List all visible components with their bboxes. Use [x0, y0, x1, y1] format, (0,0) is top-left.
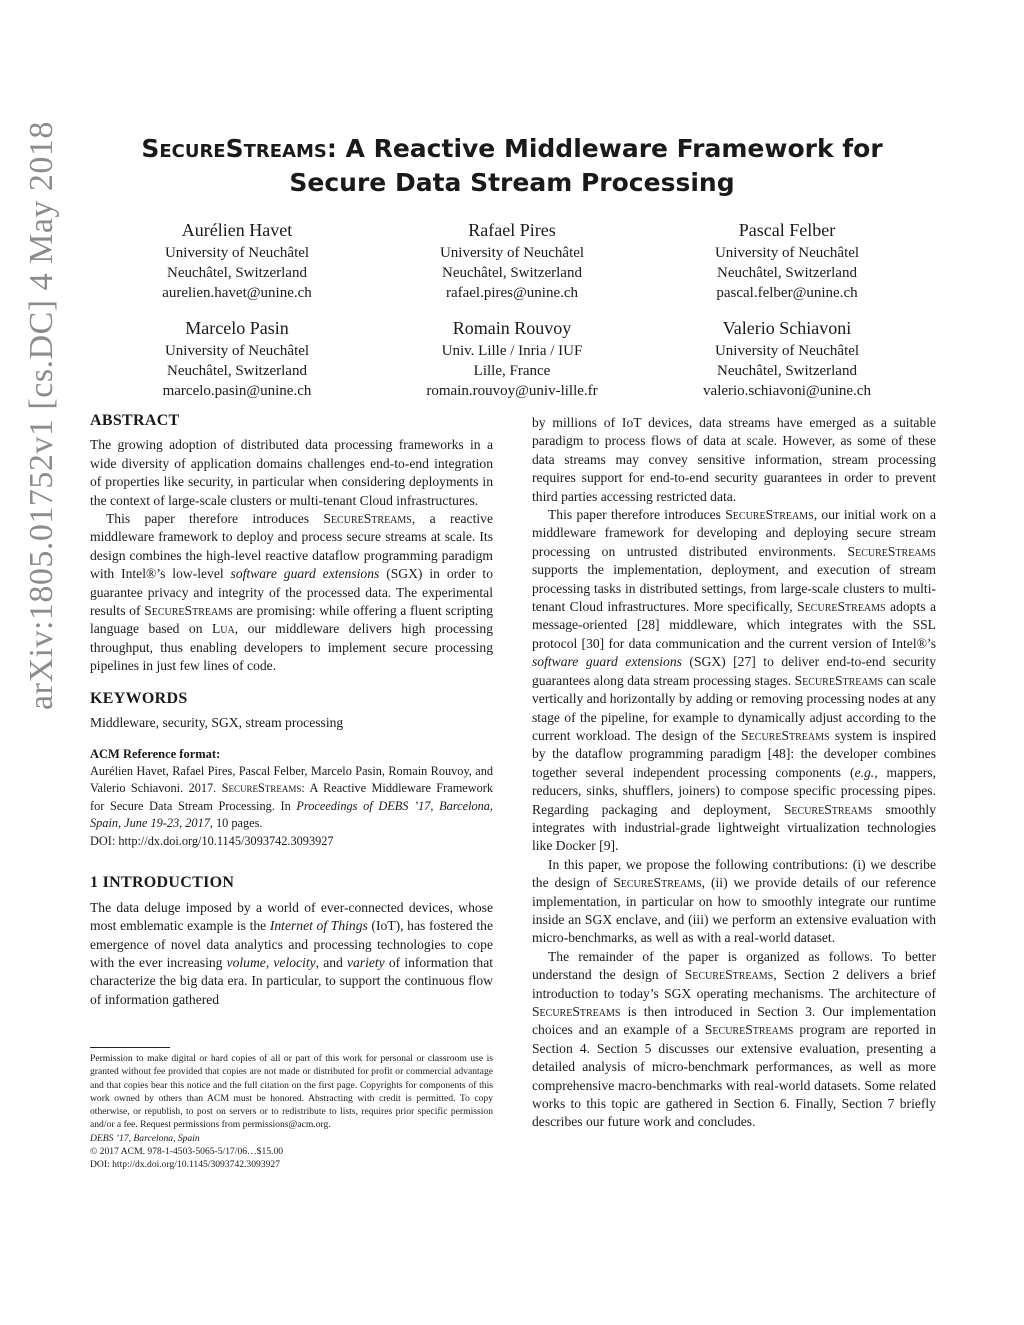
author-location: Neuchâtel, Switzerland — [442, 265, 582, 281]
title-system-name: SecureStreams — [141, 134, 327, 163]
author-name: Marcelo Pasin — [185, 318, 289, 338]
introduction-paragraph-1: The data deluge imposed by a world of ever-connected devices, whose most emblematic example is the Internet of Things (IoT), has fostered the emergence of novel data analytics and processing technologies to cope with the ever increasing volume, velocity, and variety of information that characterize the big data era. In particular, to support the continuous flow of information gathered — [90, 899, 494, 1007]
author-block-5 — [382, 317, 642, 401]
abstract-paragraph-1: The growing adoption of distributed data processing frameworks in a wide diversity of application domains challenges end-to-end integration of properties like security, in particular when considering deployments in the context of large-scale clusters or multi-tenant Cloud infrastructures. — [90, 437, 493, 508]
author-block-4 — [107, 317, 367, 401]
author-name: Aurélien Havet — [181, 220, 293, 240]
footnote-doi: DOI: http://dx.doi.org/10.1145/3093742.3093927 — [90, 1159, 281, 1171]
acm-reference-heading: ACM Reference format: — [90, 746, 221, 761]
author-email: marcelo.pasin@unine.ch — [162, 383, 312, 399]
author-location: Neuchâtel, Switzerland — [717, 265, 857, 281]
introduction-paragraph-1-cont: by millions of IoT devices, data streams have emerged as a suitable paradigm to process flows of data at scale. However, as some of these data streams may convey sensitive information, stream processing requires support for end-to-end security guarantees in order to prevent third parties accessing restricted data. — [532, 415, 936, 504]
author-location: Neuchâtel, Switzerland — [717, 363, 857, 379]
author-block-6 — [657, 317, 917, 401]
permission-notice: Permission to make digital or hard copies of all or part of this work for personal or classroom use is granted without fee provided that copies are not made or distributed for profit or commercial advantage and that copies bear this notice and the full citation on the first page. Copyrights for components of this work owned by others than ACM must be honored. Abstracting with credit is permitted. To copy otherwise, or republish, to post on servers or to redistribute to lists, requires prior specific permission and/or a fee. Request permissions from permissions@acm.org. — [90, 1053, 493, 1131]
footnote-rule — [90, 1047, 170, 1048]
author-email: romain.rouvoy@univ-lille.fr — [426, 383, 598, 399]
author-location: Neuchâtel, Switzerland — [167, 265, 307, 281]
copyright-line: © 2017 ACM. 978-1-4503-5065-5/17/06…$15.00 — [90, 1146, 284, 1158]
introduction-paragraph-3: In this paper, we propose the following contributions: (i) we describe the design of SecureStreams, (ii) we provide details of our reference implementation, in particular on how to smoothly integrate our runtime inside an SGX enclave, and (iii) we perform an extensive evaluation with micro-benchmarks, as well as with a real-world dataset. — [532, 856, 936, 946]
author-location: Neuchâtel, Switzerland — [167, 363, 307, 379]
author-location: Lille, France — [473, 363, 551, 379]
title-line-2: Secure Data Stream Processing — [289, 168, 735, 197]
author-email: aurelien.havet@unine.ch — [162, 285, 312, 301]
author-name: Valerio Schiavoni — [722, 318, 852, 338]
venue-line: DEBS ’17, Barcelona, Spain — [90, 1132, 200, 1144]
acm-reference-text: Aurélien Havet, Rafael Pires, Pascal Felber, Marcelo Pasin, Romain Rouvoy, and Valerio Schiavoni. 2017. SecureStreams: A Reactive Middleware Framework for Secure Data Stream Processing. In Proceedings of DEBS ’17, Barcelona, Spain, June 19-23, 2017, 10 pages. — [90, 763, 494, 831]
arxiv-identifier-stamp: arXiv:1805.01752v1 [cs.DC] 4 May 2018 — [23, 121, 60, 710]
author-affiliation: Univ. Lille / Inria / IUF — [441, 343, 583, 359]
author-email: pascal.felber@unine.ch — [716, 285, 858, 301]
title-line-1 — [100, 132, 924, 166]
abstract-paragraph-2: This paper therefore introduces SecureStreams, a reactive middleware framework to deploy and process secure streams at scale. Its design combines the high-level reactive dataflow programming paradigm with Intel®’s low-level software guard extensions (SGX) in order to guarantee privacy and integrity of the processed data. The experimental results of SecureStreams are promising: while offering a fluent scripting language based on Lua, our middleware delivers high processing throughput, thus enabling developers to implement secure processing pipelines in just few lines of code. — [90, 511, 494, 674]
keywords-text: Middleware, security, SGX, stream processing — [90, 715, 344, 731]
author-block-2 — [382, 219, 642, 303]
author-affiliation: University of Neuchâtel — [714, 343, 860, 359]
introduction-paragraph-4: The remainder of the paper is organized as follows. To better understand the design of SecureStreams, Section 2 delivers a brief introduction to today’s SGX operating mechanisms. The architecture of SecureStreams is then introduced in Section 3. Our implementation choices and an example of a SecureStreams program are reported in Section 4. Section 5 discusses our extensive evaluation, presenting a detailed analysis of micro-benchmark performances, as well as more comprehensive macro-benchmarks with real-world datasets. Some related works to this topic are gathered in Section 6. Finally, Section 7 briefly describes our future work and concludes. — [532, 948, 936, 1130]
keywords-heading: KEYWORDS — [90, 689, 188, 707]
left-column — [90, 412, 493, 1009]
title-line-1-rest: : A Reactive Middleware Framework for — [326, 134, 883, 163]
author-block-1 — [107, 219, 367, 303]
author-email: valerio.schiavoni@unine.ch — [703, 383, 871, 399]
author-affiliation: University of Neuchâtel — [164, 343, 310, 359]
paper-title — [100, 132, 924, 200]
author-email: rafael.pires@unine.ch — [445, 285, 579, 301]
author-affiliation: University of Neuchâtel — [439, 245, 585, 261]
author-block-3 — [657, 219, 917, 303]
author-name: Romain Rouvoy — [452, 318, 572, 338]
right-column — [532, 414, 936, 1132]
acm-reference-doi: DOI: http://dx.doi.org/10.1145/3093742.3093927 — [90, 833, 334, 848]
abstract-heading: ABSTRACT — [90, 412, 180, 429]
author-name: Pascal Felber — [738, 220, 836, 240]
author-name: Rafael Pires — [468, 220, 556, 240]
introduction-heading: 1 INTRODUCTION — [90, 874, 235, 892]
introduction-paragraph-2: This paper therefore introduces SecureStreams, our initial work on a middleware framework for developing and deploying secure stream processing on untrusted distributed environments. SecureStreams supports the implementation, deployment, and execution of stream processing tasks in distributed settings, from large-scale clusters to multi-tenant Cloud infrastructures. More specifically, SecureStreams adopts a message-oriented [28] middleware, which integrates with the SSL protocol [30] for data communication and the current version of Intel®’s software guard extensions (SGX) [27] to deliver end-to-end security guarantees along data stream processing stages. SecureStreams can scale vertically and horizontally by adding or removing processing nodes at any stage of the pipeline, for example to dynamically adjust according to the current workload. The design of the SecureStreams system is inspired by the dataflow programming paradigm [48]: the developer combines together several independent processing components (e.g., mappers, reducers, sinks, shufflers, joiners) to compose specific processing pipes. Regarding packaging and deployment, SecureStreams smoothly integrates with industrial-grade lightweight virtualization technologies like Docker [9]. — [532, 507, 937, 854]
author-affiliation: University of Neuchâtel — [164, 245, 310, 261]
copyright-footnote — [90, 1047, 493, 1172]
author-affiliation: University of Neuchâtel — [714, 245, 860, 261]
